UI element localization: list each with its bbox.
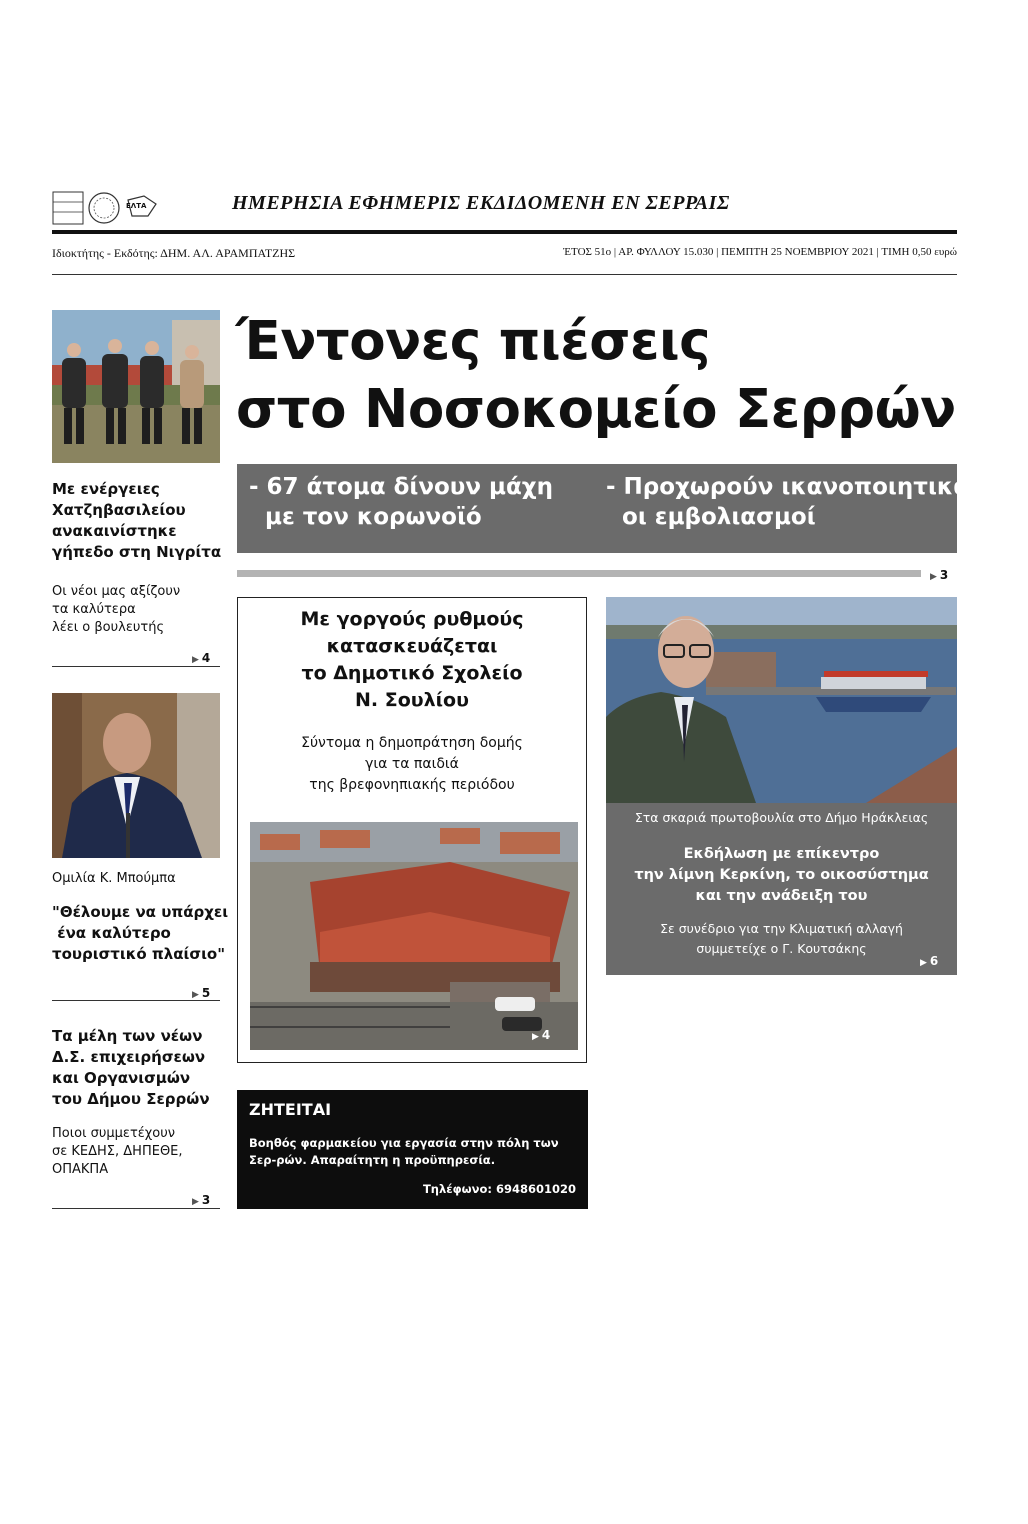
page-number: 3 <box>939 568 949 582</box>
headline-bar <box>237 570 921 577</box>
kerkini-story-kicker: Στα σκαριά πρωτοβουλία στο Δήμο Ηράκλειας <box>634 810 929 825</box>
story-nigrita-subtitle: Οι νέοι μας αξίζουν τα καλύτερα λέει ο βουλευτής <box>52 584 181 635</box>
school-aerial-photo <box>250 822 578 1050</box>
story-boards-title[interactable]: Τα μέλη των νέων Δ.Σ. επιχειρήσεων και Οργανισμών του Δήμου Σερρών <box>52 1027 210 1108</box>
school-story-box <box>237 597 587 1063</box>
page-number: 4 <box>201 651 211 665</box>
kerkini-story-subtitle: Σε συνέδριο για την Κλιματική αλλαγή συμμετείχε ο Γ. Κουτσάκης <box>660 921 903 956</box>
headline-line-2: στο Νοσοκομείο Σερρών <box>236 379 956 440</box>
story-nigrita-title[interactable]: Με ενέργειες Χατζηβασιλείου ανακαινίστηκε γήπεδο στη Νιγρίτα <box>52 480 222 561</box>
speaker-photo <box>52 693 220 858</box>
divider <box>52 666 220 667</box>
masthead-title: ΗΜΕΡΗΣΙΑ ΕΦΗΜΕΡΙΣ ΕΚΔΙΔΟΜΕΝΗ ΕΝ ΣΕΡΡΑΙΣ <box>232 192 730 214</box>
kerkini-story-card <box>606 597 957 975</box>
story-boumpa-pageref[interactable] <box>192 986 210 1000</box>
play-icon: ▶ <box>920 958 927 968</box>
page-number: 4 <box>541 1028 551 1042</box>
divider <box>52 1208 220 1209</box>
classified-ad <box>237 1090 588 1209</box>
elta-logo-text: ΕΛΤΑ <box>126 202 147 210</box>
headline-pageref[interactable] <box>930 568 948 582</box>
header-divider <box>52 274 957 275</box>
kerkini-lake-photo <box>606 597 957 803</box>
bullet-vaccinations: - Προχωρούν ικανοποιητικά οι εμβολιασμοί <box>606 474 970 530</box>
play-icon: ▶ <box>930 572 937 582</box>
play-icon: ▶ <box>192 1197 199 1207</box>
main-headline[interactable] <box>236 308 956 444</box>
page-number: 6 <box>929 954 939 968</box>
story-nigrita-pageref[interactable] <box>192 651 210 665</box>
play-icon: ▶ <box>192 990 199 1000</box>
masthead-logos <box>52 190 160 226</box>
page-number: 3 <box>201 1193 211 1207</box>
story-boumpa-title[interactable]: "Θέλουμε να υπάρχει ένα καλύτερο τουριστικό πλαίσιο" <box>52 903 229 963</box>
owner-line: Ιδιοκτήτης - Εκδότης: ΔΗΜ. ΑΛ. ΑΡΑΜΠΑΤΖΗΣ <box>52 246 296 260</box>
kerkini-story-title[interactable]: Εκδήλωση με επίκεντρο την λίμνη Κερκίνη, το οικοσύστημα και την ανάδειξη του <box>634 846 929 904</box>
ad-body: Βοηθός φαρμακείου για εργασία στην πόλη των Σερ-ρών. Απαραίτητη η προϋπηρεσία. <box>249 1136 559 1167</box>
bullet-covid: - 67 άτομα δίνουν μάχη με τον κορωνοϊό <box>249 474 553 530</box>
headline-line-1: Έντονες πιέσεις <box>236 311 711 372</box>
play-icon: ▶ <box>532 1032 539 1042</box>
issue-line: ΈΤΟΣ 51ο | ΑΡ. ΦΥΛΛΟΥ 15.030 | ΠΕΜΠΤΗ 25 ΝΟΕΜΒΡΙΟΥ 2021 | ΤΙΜΗ 0,50 ευρώ <box>563 246 957 258</box>
play-icon: ▶ <box>192 655 199 665</box>
school-story-subtitle: Σύντομα η δημοπράτηση δομής για τα παιδιά της βρεφονηπιακής περιόδου <box>301 735 523 793</box>
school-story-title[interactable]: Με γοργούς ρυθμούς κατασκευάζεται το Δημοτικό Σχολείο Ν. Σουλίου <box>300 608 524 711</box>
ad-heading: ΖΗΤΕΙΤΑΙ <box>249 1100 332 1119</box>
story-boards-pageref[interactable] <box>192 1193 210 1207</box>
kerkini-story-pageref[interactable] <box>920 954 938 968</box>
masthead-rule <box>52 230 957 234</box>
ad-phone[interactable]: Τηλέφωνο: 6948601020 <box>422 1182 576 1196</box>
school-story-pageref[interactable] <box>532 1028 550 1042</box>
story-boards-subtitle: Ποιοι συμμετέχουν σε ΚΕΔΗΣ, ΔΗΠΕΘΕ, ΟΠΑΚΠΑ <box>52 1126 183 1177</box>
headline-bullets-box <box>237 464 970 553</box>
page-number: 5 <box>201 986 211 1000</box>
divider <box>52 1000 220 1001</box>
story-boumpa-kicker: Ομιλία Κ. Μπούμπα <box>52 871 176 886</box>
football-field-photo <box>52 310 220 463</box>
